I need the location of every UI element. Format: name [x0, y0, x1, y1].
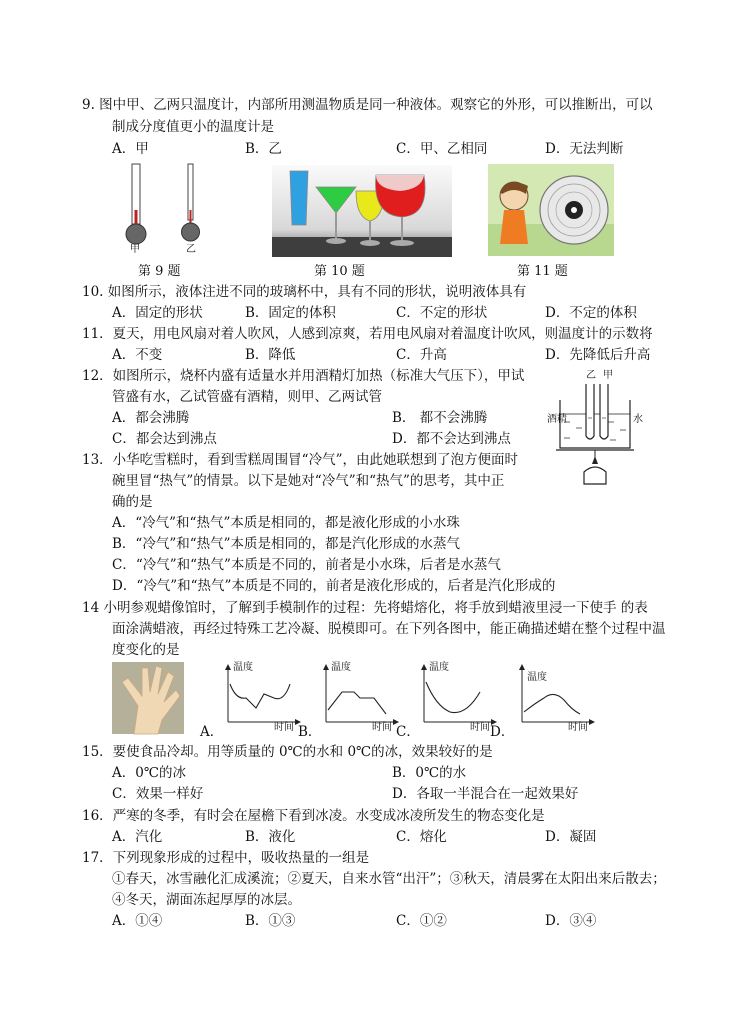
q15-stem: 15．要使食品冷却。用等质量的 0℃的水和 0℃的冰，效果较好的是 — [82, 744, 493, 760]
q13-option-c: C．“冷气”和“热气”本质是不同的，前者是小水珠，后者是水蒸气 — [112, 557, 501, 573]
beaker-figure — [548, 372, 648, 494]
q15-option-c: C．效果一样好 — [112, 786, 204, 802]
graph-c-ylabel: 温度 — [429, 662, 449, 673]
q16-option-a: A．汽化 — [112, 829, 163, 845]
q13-option-d: D．“冷气”和“热气”本质是不同的，前者是液化形成的，后者是汽化形成的 — [112, 578, 556, 594]
q11-option-d: D．先降低后升高 — [545, 347, 651, 363]
q10-option-b: B．固定的体积 — [245, 305, 336, 321]
graph-b-letter: B． — [298, 724, 322, 740]
graph-a-ylabel: 温度 — [233, 662, 253, 673]
q10-option-a: A．固定的形状 — [112, 305, 203, 321]
q17-option-d: D．③④ — [545, 913, 597, 929]
q11-option-b: B．降低 — [245, 347, 296, 363]
q10-option-c: C．不定的形状 — [396, 305, 488, 321]
graph-b-xlabel: 时间 — [372, 722, 392, 733]
graph-c-xlabel: 时间 — [470, 722, 490, 733]
q9-option-a: A．甲 — [112, 141, 149, 157]
glasses-figure — [272, 165, 452, 257]
figure9-caption: 第 9 题 — [138, 264, 181, 279]
q13-stem-line1: 13．小华吃雪糕时，看到雪糕周围冒“冷气”，由此她联想到了泡方便面时 — [82, 452, 518, 468]
q11-option-a: A．不变 — [112, 347, 163, 363]
beaker-label-jia: 甲 — [603, 370, 613, 381]
q16-option-b: B．液化 — [245, 829, 296, 845]
q9-option-b: B．乙 — [245, 141, 282, 157]
graph-d-letter: D． — [490, 724, 515, 740]
q16-option-d: D．凝固 — [545, 829, 597, 845]
graph-a-xlabel: 时间 — [274, 722, 294, 733]
graph-a-letter: A． — [200, 724, 224, 740]
q12-option-c: C．都会达到沸点 — [112, 431, 217, 447]
q10-stem: 10. 如图所示，液体注进不同的玻璃杯中，具有不同的形状，说明液体具有 — [82, 284, 527, 300]
q17-stem-line2: ①春天，冰雪融化汇成溪流；②夏天，自来水管“出汗”；③秋天，清晨雾在太阳出来后散去； — [112, 871, 666, 887]
q17-stem: 17．下列现象形成的过程中，吸收热量的一组是 — [82, 850, 370, 866]
beaker-label-yi: 乙 — [586, 370, 596, 381]
q17-option-a: A．①④ — [112, 913, 163, 929]
q13-stem-line3: 确的是 — [112, 494, 153, 510]
q9-stem-line2: 制成分度值更小的温度计是 — [112, 119, 274, 135]
q14-stem-line2: 面涂满蜡液，再经过特殊工艺冷凝、脱模即可。在下列各图中，能正确描述蜡在整个过程中温 — [112, 621, 666, 637]
figure10-caption: 第 10 题 — [314, 264, 365, 279]
q12-option-d: D．都不会达到沸点 — [392, 431, 511, 447]
q10-option-d: D．不定的体积 — [545, 305, 637, 321]
boy-fan-figure — [488, 164, 614, 256]
q12-stem-line1: 12．如图所示，烧杯内盛有适量水并用酒精灯加热（标准大气压下），甲试 — [82, 368, 525, 384]
q11-option-c: C．升高 — [396, 347, 447, 363]
q12-option-a: A．都会沸腾 — [112, 410, 190, 426]
wax-hand-photo — [112, 662, 184, 734]
q15-option-d: D．各取一半混合在一起效果好 — [392, 786, 579, 802]
graph-d-xlabel: 时间 — [568, 722, 588, 733]
figure11-caption: 第 11 题 — [517, 264, 568, 279]
q17-option-c: C．①② — [396, 913, 447, 929]
q16-option-c: C．熔化 — [396, 829, 447, 845]
graph-b-ylabel: 温度 — [331, 662, 351, 673]
graph-c-letter: C． — [396, 724, 420, 740]
q12-stem-line2: 管盛有水，乙试管盛有酒精，则甲、乙两试管 — [112, 389, 382, 405]
graph-d-ylabel: 温度 — [527, 672, 547, 683]
q17-option-b: B．①③ — [245, 913, 296, 929]
thermometer-yi-label: 乙 — [186, 244, 196, 255]
beaker-label-shui: 水 — [633, 414, 643, 425]
q15-option-b: B．0℃的水 — [392, 765, 467, 781]
thermometer-yi — [182, 164, 200, 241]
q13-option-a: A．“冷气”和“热气”本质是相同的，都是液化形成的小水珠 — [112, 515, 460, 531]
thermometer-jia-label: 甲 — [130, 244, 140, 255]
q13-stem-line2: 碗里冒“热气”的情景。以下是她对“冷气”和“热气”的思考，其中正 — [112, 473, 505, 489]
q9-stem-line1: 9. 图中甲、乙两只温度计，内部所用测温物质是同一种液体。观察它的外形，可以推断出，可以 — [82, 97, 653, 113]
q13-option-b: B．“冷气”和“热气”本质是相同的，都是汽化形成的水蒸气 — [112, 536, 461, 552]
q14-stem-line1: 14 小明参观蜡像馆时，了解到手模制作的过程：先将蜡熔化，将手放到蜡液里浸一下使手 的表 — [82, 600, 648, 616]
q12-option-b: B． 都不会沸腾 — [392, 410, 488, 426]
q9-option-c: C．甲、乙相同 — [396, 141, 488, 157]
q9-option-d: D．无法判断 — [545, 141, 624, 157]
q11-stem: 11．夏天，用电风扇对着人吹风，人感到凉爽，若用电风扇对着温度计吹风，则温度计的示数将 — [82, 326, 653, 342]
q14-stem-line3: 度变化的是 — [112, 642, 180, 658]
thermometer-jia — [126, 164, 146, 244]
q15-option-a: A．0℃的冰 — [112, 765, 186, 781]
q16-stem: 16．严寒的冬季，有时会在屋檐下看到冰凌。水变成冰凌所发生的物态变化是 — [82, 808, 545, 824]
beaker-label-jiujing: 酒精 — [547, 414, 567, 425]
q17-stem-line3: ④冬天，湖面冻起厚厚的冰层。 — [112, 892, 301, 908]
